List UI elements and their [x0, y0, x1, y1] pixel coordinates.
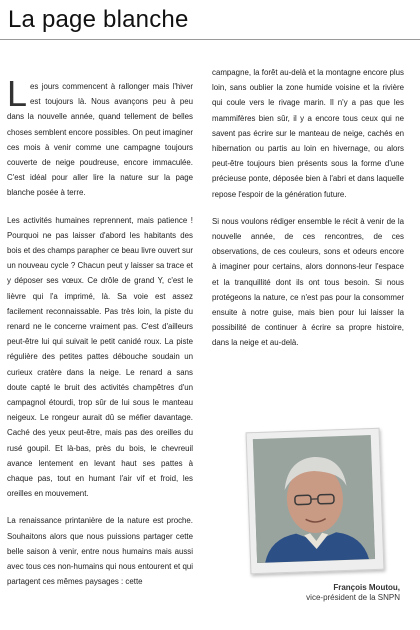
paragraph: campagne, la forêt au-delà et la montagne encore plus loin, sans oublier la zone humide voisine et la rivière qui coule vers le rivage marin. Il n'y a pas que les mammifères bien sûr, il y a encore tous ceux qui ne savent pas écrire sur le manteau de neige, cachés en hibernation ou partis au loin en hivernage, ou alors peut-être toujours bien présents sous la forme d'une précieuse ponte, déposée bien à l'abri et dans laquelle repose l'espoir de la génération future. [212, 68, 404, 199]
author-photo-frame [246, 428, 385, 575]
right-column [212, 65, 404, 363]
portrait-illustration [253, 435, 375, 563]
author-photo [253, 435, 375, 563]
author-name: François Moutou, [333, 583, 400, 592]
paragraph: La renaissance printanière de la nature est proche. Souhaitons alors que nous puissions partager cette belle saison à venir, entre nous humains mais aussi avec tous ces non-humains qui nous entourent et qui partagent ces mêmes paysages : cette [7, 516, 193, 587]
paragraph: Si nous voulons rédiger ensemble le récit à venir de la nouvelle année, de ces rencontres, de ces observations, de ces couleurs, sons et odeurs encore à imaginer pour certains, alors donnons-leur l'espace et la tranquillité dont ils ont tous besoin. Si nous protégeons la nature, ce n'est pas pour la consommer ensuite à notre guise, mais bien pour lui laisser la possibilité de continuer à écrire sa propre histoire, dans la neige et au-delà. [212, 216, 404, 348]
page-title: La page blanche [8, 6, 189, 33]
left-column [7, 73, 193, 602]
title-divider [0, 39, 420, 40]
paragraph [7, 73, 193, 201]
author-caption [240, 583, 400, 603]
drop-cap: L [7, 73, 28, 114]
author-role: vice-président de la SNPN [306, 593, 400, 602]
paragraph-text: es jours commencent à rallonger mais l'hiver est toujours là. Nous avançons peu à peu dans la nouvelle année, quand tellement de belles choses semblent encore possibles. On peut imaginer ces mois à venir comme une campagne toujours couverte de neige poudreuse, encore immaculée. C'est idéal pour aller lire la nature sur la page blanche posée à terre. [7, 82, 193, 198]
paragraph: Les activités humaines reprennent, mais patience ! Pourquoi ne pas laisser d'abord les habitants des bois et des champs parapher ce beau livre ouvert sur un nouveau cycle ? Chacun peut y laisser sa trace et y déposer ses vœux. Ce drôle de grand Y, c'est le lièvre qui l'a imprimé, là. Sa voie est assez facilement reconnaissable. Pas très loin, la piste du renard ne le concerne vraiment pas. C'est d'ailleurs peut-être lui qui suivait le petit canidé roux. La piste régulière des petites pattes débouche soudain un curieux cratère dans la neige. Le renard a sans doute capté le bruit des activités champêtres d'un campagnol étourdi, trop sûr de lui sous le manteau neigeux. Le rongeur aurait dû se méfier davantage. Caché des yeux peut-être, mais pas des oreilles du rusé goupil. Et là-bas, près du bois, le chevreuil avance lentement en levant haut ses pattes à chaque pas, tout en humant l'air vif et froid, les oreilles en mouvement. [7, 215, 193, 499]
